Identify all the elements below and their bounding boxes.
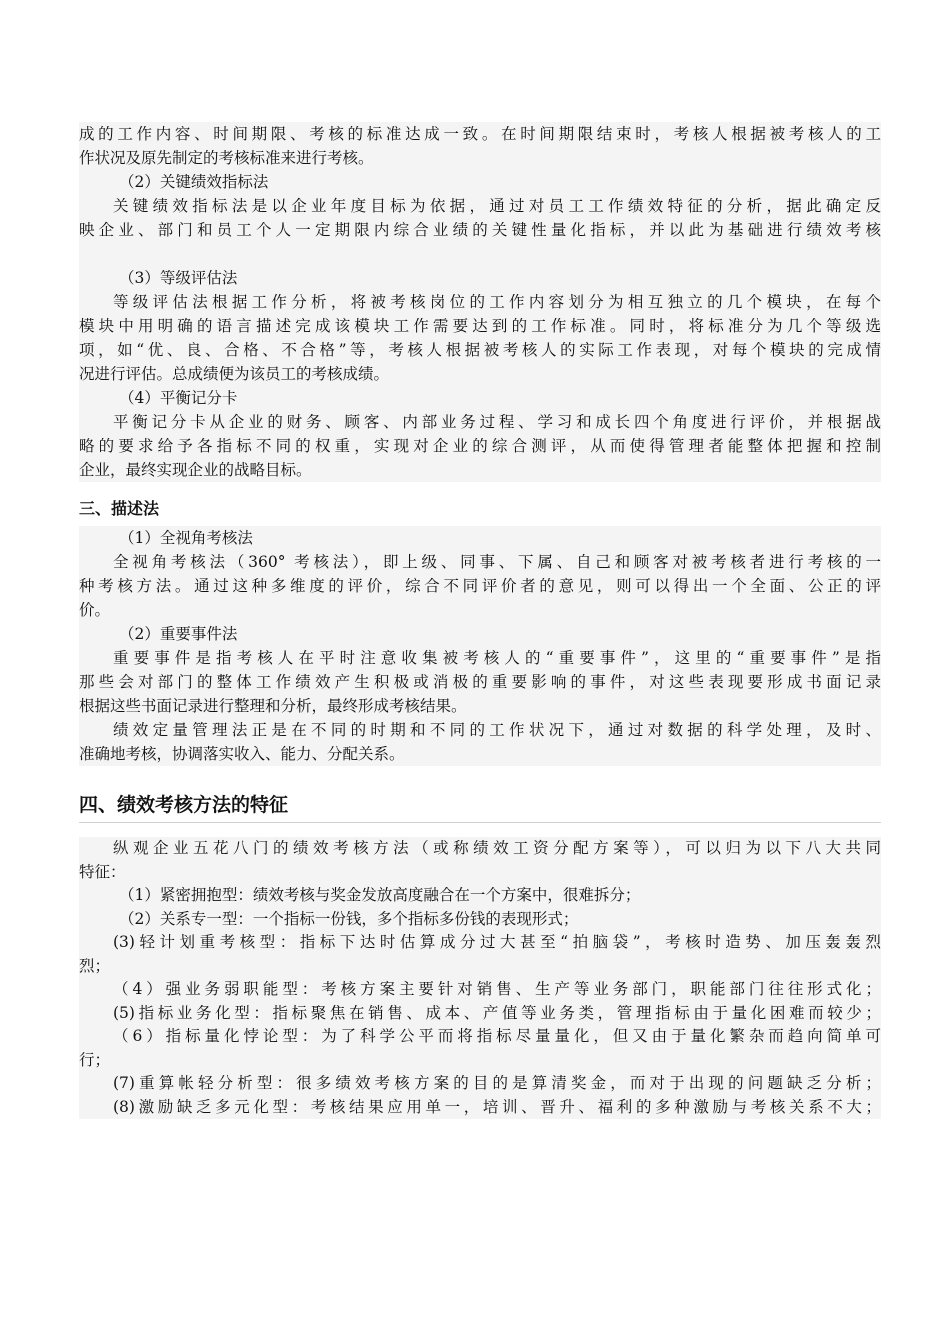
list-item: （4）强业务弱职能型：考核方案主要针对销售、生产等业务部门，职能部门往往形式化； [113,980,881,998]
section-heading-descriptive: 三、描述法 [79,499,160,518]
subheading-fullview: （1）全视角考核法 [119,529,253,547]
paragraph-line: 那些会对部门的整体工作绩效产生积极或消极的重要影响的事件，对这些表现要形成书面记录 [79,673,881,691]
list-item: (5)指标业务化型：指标聚焦在销售、成本、产值等业务类，管理指标由于量化困难而较少； [113,1003,881,1022]
subheading-bsc: （4）平衡记分卡 [119,389,238,407]
list-item: (8)激励缺乏多元化型：考核结果应用单一，培训、晋升、福利的多种激励与考核关系不大； [113,1097,881,1116]
paragraph-line: 企业，最终实现企业的战略目标。 [79,461,312,479]
paragraph-line: 作状况及原先制定的考核标准来进行考核。 [79,149,374,167]
paragraph-line: 模块中用明确的语言描述完成该模块工作需要达到的工作标准。同时，将标准分为几个等级选 [79,317,881,335]
paragraph-line: 平衡记分卡从企业的财务、顾客、内部业务过程、学习和成长四个角度进行评价，并根据战 [113,413,881,431]
list-item: （6）指标量化悖论型：为了科学公平而将指标尽量量化，但又由于量化繁杂而趋向简单可 [113,1027,881,1045]
paragraph-line: 重要事件是指考核人在平时注意收集被考核人的“重要事件”，这里的“重要事件”是指 [113,649,881,667]
paragraph-line: 况进行评估。总成绩便为该员工的考核成绩。 [79,365,390,383]
list-item-continuation: 行； [79,1050,111,1069]
subheading-grade: （3）等级评估法 [119,269,238,287]
paragraph-line: 种考核方法。通过这种多维度的评价，综合不同评价者的意见，则可以得出一个全面、公正的评 [79,577,881,595]
paragraph-line: 根据这些书面记录进行整理和分析，最终形成考核结果。 [79,697,467,715]
paragraph-line: 价。 [79,601,111,619]
list-item: (7)重算帐轻分析型：很多绩效考核方案的目的是算清奖金，而对于出现的问题缺乏分析； [113,1074,881,1092]
list-item: （2）关系专一型：一个指标一份钱，多个指标多份钱的表现形式； [119,909,579,928]
paragraph-line: 项，如“优、良、合格、不合格”等，考核人根据被考核人的实际工作表现，对每个模块的完成情 [79,341,881,359]
paragraph-line: 绩效定量管理法正是在不同的时期和不同的工作状况下，通过对数据的科学处理，及时、 [113,721,881,739]
subheading-critical-event: （2）重要事件法 [119,625,238,643]
list-item-continuation: 烈； [79,956,111,975]
evaluation-methods-block [79,122,881,482]
paragraph-line: 成的工作内容、时间期限、考核的标准达成一致。在时间期限结束时，考核人根据被考核人的工 [79,125,881,143]
list-item: (3)轻计划重考核型：指标下达时估算成分过大甚至“拍脑袋”，考核时造势、加压轰轰烈 [113,933,881,951]
paragraph-line: 纵观企业五花八门的绩效考核方法（或称绩效工资分配方案等），可以归为以下八大共同 [113,839,881,857]
paragraph-line: 全视角考核法（360° 考核法），即上级、同事、下属、自己和顾客对被考核者进行考核的一 [113,553,881,571]
features-block [79,837,881,1119]
subheading-kpi: （2）关键绩效指标法 [119,173,269,191]
descriptive-methods-block [79,526,881,766]
blank-line [79,242,881,266]
paragraph-line: 映企业、部门和员工个人一定期限内综合业绩的关键性量化指标，并以此为基础进行绩效考核 [79,221,881,239]
paragraph-line: 准确地考核，协调落实收入、能力、分配关系。 [79,745,405,763]
list-item: （1）紧密拥抱型：绩效考核与奖金发放高度融合在一个方案中，很难拆分； [119,886,641,904]
paragraph-line: 特征： [79,862,126,881]
paragraph-line: 关键绩效指标法是以企业年度目标为依据，通过对员工工作绩效特征的分析，据此确定反 [113,197,881,215]
document-page [79,122,881,1119]
paragraph-line: 等级评估法根据工作分析，将被考核岗位的工作内容划分为相互独立的几个模块，在每个 [113,293,881,311]
section-heading-features: 四、绩效考核方法的特征 [79,788,881,823]
paragraph-line: 略的要求给予各指标不同的权重，实现对企业的综合测评，从而使得管理者能整体把握和控制 [79,437,881,455]
